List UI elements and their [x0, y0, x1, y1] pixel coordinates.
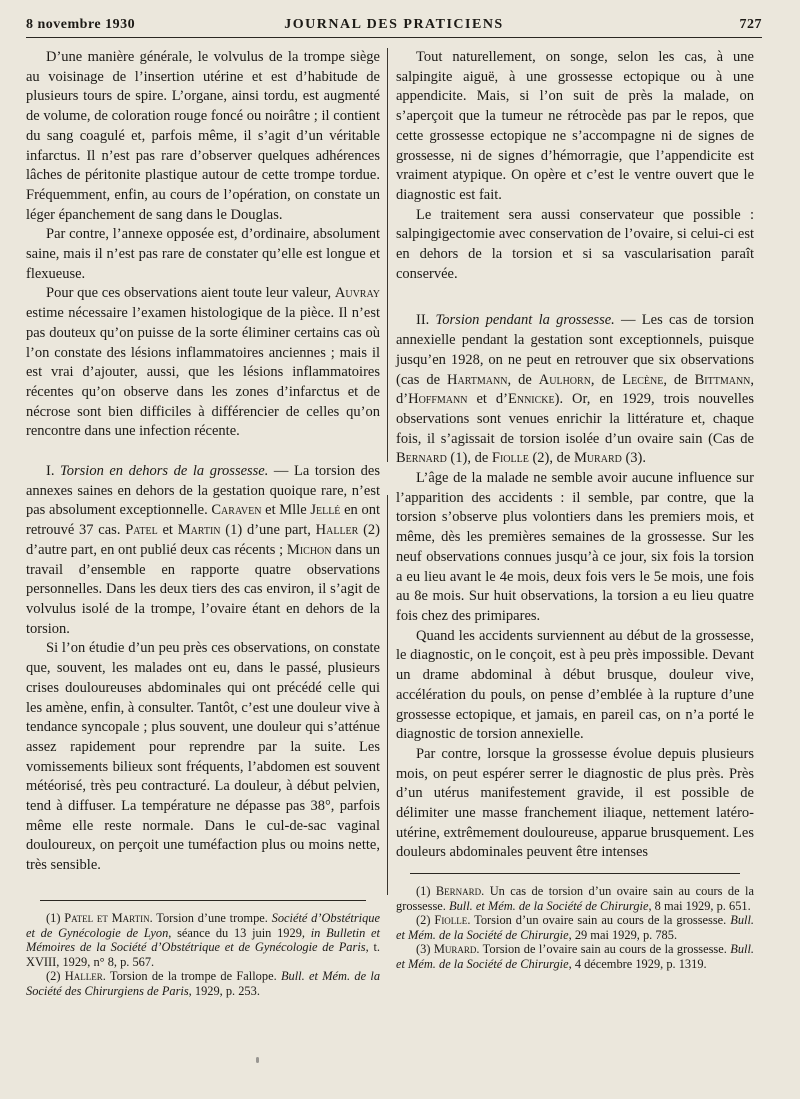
text-run: Pour que ces observations aient toute leur valeur,: [46, 285, 335, 302]
author-name: Murard: [573, 450, 622, 467]
footnote: (3) Murard. Torsion de l’ovaire sain au cours de la grossesse. Bull. et Mém. de la Société de Chirurgie, 4 décembre 1929, p. 1319.: [396, 942, 754, 971]
section-number: II.: [416, 312, 436, 329]
section-paragraph: II. Torsion pendant la grossesse. — Les cas de torsion annexielle pendant la gestation sont exceptionnels, puisque jusqu’en 1928, on ne peut en retrouver que six observations (cas de Hartmann, de Aulhorn, de Lecène, de Bittmann, d’Hoffmann et d’Ennicke). Or, en 1929, trois nouvelles observations sont venues enrichir la littérature et, chaque fois, il s’agissait de torsion isolée d’un ovaire sain (Cas de Bernard (1), de Fiolle (2), de Murard (3).: [396, 312, 755, 467]
author-name: Bernard: [396, 450, 447, 467]
footnote-rule: [40, 900, 366, 901]
author-name: Murard: [433, 942, 477, 957]
author-name: Jellé: [310, 502, 341, 519]
right-footnotes: [396, 873, 754, 972]
left-column: [26, 48, 380, 876]
section-title: Torsion pendant la grossesse.: [435, 312, 615, 329]
author-name: Auvray: [334, 285, 380, 302]
author-name: Martin: [177, 522, 221, 539]
author-name: Michon: [286, 541, 332, 558]
journal-title: JOURNAL DES PRATICIENS: [284, 17, 504, 32]
footnote: (1) Bernard. Un cas de torsion d’un ovaire sain au cours de la grossesse. Bull. et Mém. de la Société de Chirurgie, 8 mai 1929, p. 651.: [396, 884, 754, 913]
column-divider-top: [387, 48, 388, 462]
paragraph: Tout naturellement, on songe, selon les cas, à une salpingite aiguë, à une grossesse ectopique ou à une appendicite. Mais, si l’on suit de près la malade, on s’aperçoit que la tumeur ne rétrocède pas par le repos, que cette grossesse ectopique ne s’accompagne ni de signes de grossesse, ni de signes d’hémorragie, que l’appendicite est vraiment atypique. On opère et c’est le ventre ouvert que le diagnostic est fait.: [396, 49, 754, 203]
author-name: Hoffmann: [408, 391, 468, 408]
header-date: 8 novembre 1930: [26, 17, 136, 32]
paragraph: Si l’on étudie d’un peu près ces observations, on constate que, souvent, les malades ont eu, dans le passé, plusieurs crises douloureuses abdominales qui ont précédé celle qui les amène, enfin, à consulter. Tantôt, c’est une douleur vive à tendance syncopale ; plus souvent, une douleur qui s’atténue assez rapidement pour reprendre par la suite. Les vomissements bilieux sont fréquents, l’abdomen est souvent météorisé, très peu contracturé. La douleur, à début pelvien, tend à diffuser. La température ne dépasse pas 38°, parfois même elle reste normale. Dans le cul-de-sac vaginal douloureux, on perçoit une tuméfaction plus ou moins nette, très sensible.: [26, 640, 380, 874]
author-name: Ennicke: [507, 391, 555, 408]
footnote: (2) Fiolle. Torsion d’un ovaire sain au cours de la grossesse. Bull. et Mém. de la Société de Chirurgie, 29 mai 1929, p. 785.: [396, 913, 755, 942]
right-column: [396, 48, 754, 863]
author-name: Fiolle: [491, 450, 529, 467]
author-name: Aulhorn: [538, 371, 591, 388]
footnote-rule: [410, 873, 739, 874]
paragraph: Par contre, lorsque la grossesse évolue depuis plusieurs mois, on peut espérer serrer le diagnostic de plus près. Près d’un utérus manifestement gravide, il est possible de délimiter une masse franchement iliaque, nettement latéro-utérine, extrêmement douloureuse, apparue brusquement. Les douleurs abdominales peuvent être intenses: [396, 745, 754, 861]
ink-smudge: [256, 1057, 259, 1063]
column-divider-bottom: [387, 495, 388, 895]
page-header: [26, 15, 762, 38]
paragraph: Par contre, l’annexe opposée est, d’ordinaire, absolument saine, mais il n’est pas rare de constater qu’elle est longue et flexueuse.: [26, 226, 380, 282]
section-number: I.: [46, 463, 61, 480]
section-gap: [396, 284, 754, 311]
author-name: Bittmann: [694, 371, 751, 388]
author-name: Haller: [64, 969, 103, 984]
author-name: Patel et Martin: [64, 911, 150, 925]
paragraph: Le traitement sera aussi conservateur que possible : salpingigectomie avec conservation de l’ovaire, si celui-ci est en dehors de la torsion et si sa vascularisation paraît conservée.: [396, 206, 754, 282]
author-name: Bernard: [435, 884, 482, 898]
section-title: Torsion en dehors de la grossesse.: [60, 463, 269, 480]
author-name: Lecène: [622, 371, 664, 388]
paragraph: L’âge de la malade ne semble avoir aucune influence sur l’apparition des accidents : il semble, par contre, que la torsion s’observe plus volontiers dans les premiers mois, et même, dès les premières semaines de la grossesse. Sur les neuf observations connues jusqu’à ce jour, six fois la torsion a eu lieu avant le 4e mois, deux fois vers le 5e mois, une fois au 8e mois. Sur huit observations, la torsion a eu lieu quatre fois chez des primipares.: [396, 470, 754, 624]
footnote: (2) Haller. Torsion de la trompe de Fallope. Bull. et Mém. de la Société des Chirurgiens de Paris, 1929, p. 253.: [26, 969, 381, 998]
paragraph: Quand les accidents surviennent au début de la grossesse, le diagnostic, on le conçoit, est à peu près impossible. Devant un drame abdominal à début brusque, douleur vive, accélération du pouls, on pense d’emblée à la rupture d’une grossesse ectopique, et jamais, en pareil cas, on n’a porté le diagnostic de torsion annexielle.: [396, 627, 754, 743]
author-name: Caraven: [211, 502, 262, 519]
left-footnotes: [26, 900, 380, 999]
section-gap: [26, 442, 380, 462]
author-name: Haller: [315, 522, 359, 539]
section-paragraph: I. Torsion en dehors de la grossesse. — La torsion des annexes saines en dehors de la gestation quoique rare, n’est pas absolument exceptionnelle. Caraven et Mlle Jellé en ont retrouvé 37 cas. Patel et Martin (1) d’une part, Haller (2) d’autre part, en ont publié deux cas récents ; Michon dans un travail d’ensemble en rapporte quatre observations personnelles. Dans les deux tiers des cas environ, il s’agit de volvulus isolé de la trompe, l’ovaire étant en dehors de la torsion.: [26, 463, 380, 637]
footnote: (1) Patel et Martin. Torsion d’une trompe. Société d’Obstétrique et de Gynécologie de Lyon, séance du 13 juin 1929, in Bulletin et Mémoires de la Société d’Obstétrique et de Gynécologie de Paris, t. XVIII, 1929, n° 8, p. 567.: [26, 911, 380, 969]
author-name: Hartmann: [447, 371, 508, 388]
paragraph: [26, 284, 380, 442]
page-number: 727: [739, 17, 762, 32]
paragraph: D’une manière générale, le volvulus de la trompe siège au voisinage de l’insertion utérine et est d’habitude de plusieurs tours de spire. L’organe, ainsi tordu, est augmenté de volume, de coloration rouge foncé ou noirâtre ; il contient du sang coagulé et, parfois même, il s’agit d’un véritable infarctus. Il n’est pas rare d’observer quelques adhérences lâches de péritonite plastique autour de cette trompe tordue. Fréquemment, enfin, au cours de l’opération, on constate un léger épanchement de sang dans le Douglas.: [26, 49, 380, 223]
author-name: Fiolle: [434, 913, 468, 928]
text-run: estime nécessaire l’examen histologique de la pièce. Il n’est pas douteux qu’on puisse de la sorte éliminer certains cas où l’on constate des lésions inflammatoires anciennes ; mais il est vrai d’ajouter, aussi, que les lésions inflammatoires récentes qu’on observe dans les zones d’infarctus et de nécrose sont bien difficiles à différencier de celles qu’on rencontre dans une infection récente.: [26, 305, 380, 440]
author-name: Patel: [125, 522, 158, 539]
